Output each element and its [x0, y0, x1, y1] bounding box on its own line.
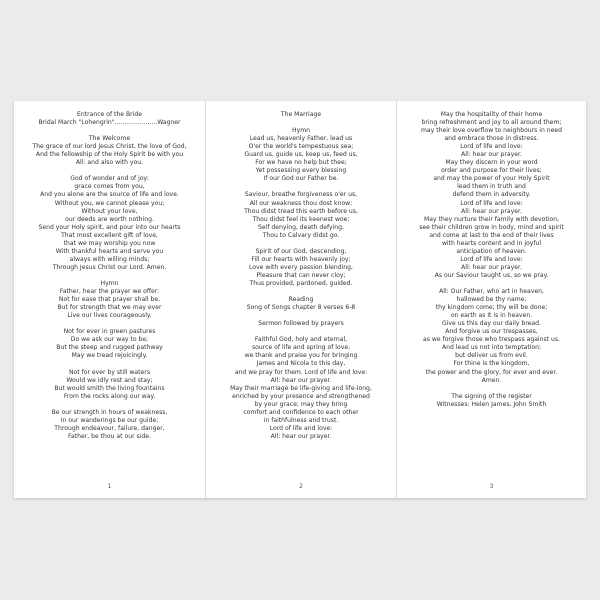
- text-line: Lord of life and love:: [269, 424, 333, 432]
- text-line: But the steep and rugged pathway: [56, 344, 163, 352]
- text-line: Amen.: [481, 376, 502, 384]
- text-line: The Welcome: [88, 135, 131, 143]
- text-line: anticipation of heaven.: [456, 247, 527, 255]
- text-line: on earth as it is in heaven.: [450, 312, 533, 320]
- text-line: Lead us, heavenly Father, lead us: [249, 135, 353, 143]
- text-line: but deliver us from evil.: [455, 352, 528, 360]
- text-line: Lord of life and love:: [460, 255, 523, 263]
- text-line: Pleasure that can never cloy;: [256, 271, 346, 279]
- blank-line: [206, 312, 396, 320]
- text-line: May we tread rejoicingly.: [71, 352, 148, 360]
- text-line: and we pray for them. Lord of life and love:: [234, 368, 368, 376]
- text-line: All our weakness thou dost know;: [249, 199, 353, 207]
- text-line: in faithfulness and trust.: [263, 416, 339, 424]
- text-line: And forgive us our trespasses,: [445, 328, 538, 336]
- text-line: All: hear our prayer.: [461, 207, 522, 215]
- text-line: But would smith the living fountains: [54, 384, 165, 392]
- text-line: Reading: [288, 296, 314, 304]
- text-line: With thankful hearts and serve you: [55, 247, 164, 255]
- text-line: Would we idly rest and stay;: [66, 376, 153, 384]
- text-line: Be our strength in hours of weakness,: [51, 408, 168, 416]
- text-line: Hymn: [292, 127, 310, 135]
- text-line: grace comes from you,: [74, 183, 145, 191]
- text-line: All: hear our prayer.: [270, 376, 332, 384]
- text-line: All: hear our prayer.: [270, 432, 332, 440]
- text-line: Not for ever by still waters: [68, 368, 150, 376]
- text-line: Father, be thou at our side.: [68, 432, 151, 440]
- text-line: Love with every passion blending,: [249, 263, 353, 271]
- text-line: Not for ever in green pastures: [63, 328, 156, 336]
- text-line: God of wonder and of joy:: [70, 175, 149, 183]
- text-line: Thou didst feel its keenest woe;: [252, 215, 350, 223]
- text-line: comfort and confidence to each other: [243, 408, 359, 416]
- text-line: May their marriage be life-giving and life-long,: [230, 384, 372, 392]
- text-line: Send your Holy spirit, and pour into our hearts: [38, 223, 181, 231]
- text-line: If our God our Father be.: [263, 175, 339, 183]
- text-line: hallowed be thy name;: [456, 296, 527, 304]
- blank-line: [14, 360, 205, 368]
- page-3-text: [397, 111, 586, 409]
- text-line: Guard us, guide us, keep us, feed us,: [244, 151, 358, 159]
- text-line: always with willing minds;: [69, 255, 150, 263]
- text-line: Live our lives courageously.: [67, 312, 152, 320]
- text-line: as we forgive those who trespass against us.: [423, 336, 560, 344]
- text-line: O'er the world's tempestuous sea;: [248, 143, 354, 151]
- text-line: But for strength that we may ever: [57, 304, 162, 312]
- page-1: [14, 101, 205, 498]
- blank-line: [14, 320, 205, 328]
- blank-line: [14, 272, 205, 280]
- text-line: Lord of life and love:: [460, 199, 523, 207]
- blank-line: [206, 119, 396, 127]
- text-line: May they nurture their family with devotion,: [424, 215, 559, 223]
- text-line: Song of Songs chapter 8 verses 6-8: [246, 304, 356, 312]
- blank-line: [206, 328, 396, 336]
- text-line: lead them in truth and: [457, 183, 526, 191]
- text-line: by your grace; may they bring: [254, 400, 348, 408]
- text-line: that we may worship you now: [63, 239, 156, 247]
- text-line: Thou to Calvary didst go.: [262, 231, 340, 239]
- text-line: Entrance of the Bride: [77, 111, 142, 118]
- text-line: The signing of the register: [451, 392, 532, 400]
- blank-line: [397, 385, 586, 393]
- text-line: Fill our hearts with heavenly joy;: [251, 255, 351, 263]
- text-line: All: hear our prayer.: [461, 151, 522, 159]
- page-2: [205, 101, 396, 498]
- text-line: Not for ease that prayer shall be,: [58, 296, 161, 304]
- page-number: 3: [489, 483, 494, 490]
- text-line: enriched by your presence and strengthened: [232, 392, 370, 400]
- text-line: As our Saviour taught us, so we pray.: [434, 271, 549, 279]
- text-line: Witnesses: Helen James, John Smith: [436, 400, 547, 408]
- text-line: our deeds are worth nothing.: [65, 215, 154, 223]
- page-3: [396, 101, 586, 498]
- blank-line: [14, 127, 205, 135]
- text-line: From the rocks along our way.: [63, 392, 156, 400]
- text-line: order and purpose for their lives;: [441, 167, 542, 175]
- text-line: And you alone are the source of life and love.: [40, 191, 179, 199]
- text-line: That most excellent gift of love,: [61, 231, 158, 239]
- text-line: Bridal March "Lohengrin"......................Wagner: [38, 119, 181, 127]
- text-line: Through Jesus Christ our Lord. Amen.: [52, 263, 167, 271]
- text-line: Thus provided, pardoned, guided.: [249, 279, 353, 287]
- text-line: and come at last to the end of their lives: [429, 231, 554, 239]
- blank-line: [397, 280, 586, 288]
- text-line: with hearts content and in joyful: [441, 239, 542, 247]
- text-line: bring refreshment and joy to all around them;: [421, 119, 562, 127]
- text-line: For we have no help but thee;: [255, 159, 347, 167]
- text-line: The Marriage: [280, 111, 322, 118]
- text-line: Spirit of our God, descending,: [255, 247, 347, 255]
- text-line: thy kingdom come; thy will be done;: [435, 304, 548, 312]
- text-line: Father, hear the prayer we offer:: [59, 288, 160, 296]
- text-line: and embrace those in distress.: [444, 135, 539, 143]
- text-line: Yet possessing every blessing: [255, 167, 347, 175]
- text-line: James and Nicola to this day,: [256, 360, 346, 368]
- text-line: For thine is the kingdom,: [453, 360, 530, 368]
- text-line: In our wanderings be our guide;: [60, 416, 159, 424]
- text-line: May the hospitality of their home: [440, 111, 543, 118]
- text-line: Without you, we cannot please you;: [54, 199, 165, 207]
- text-line: Saviour, breathe forgiveness o'er us,: [244, 191, 358, 199]
- booklet-spread: [14, 101, 586, 498]
- text-line: Through endeavour, failure, danger,: [54, 424, 165, 432]
- text-line: defend them in adversity.: [452, 191, 531, 199]
- blank-line: [14, 401, 205, 409]
- page-number: 1: [107, 483, 112, 490]
- text-line: Hymn: [100, 279, 119, 287]
- text-line: Faithful God, holy and eternal,: [254, 336, 348, 344]
- text-line: and may the power of your Holy Spirit: [433, 175, 550, 183]
- blank-line: [206, 288, 396, 296]
- text-line: we thank and praise you for bringing: [244, 352, 358, 360]
- text-line: Thou didst tread this earth before us,: [244, 207, 358, 215]
- text-line: The grace of our lord Jesus Christ, the love of God,: [32, 143, 187, 151]
- text-line: Self denying, death defying,: [258, 223, 344, 231]
- text-line: All: hear our prayer.: [461, 263, 522, 271]
- text-line: may their love overflow to neighbours in need: [420, 127, 563, 135]
- text-line: And the fellowship of the Holy Spirit be with you: [35, 151, 184, 159]
- text-line: the power and the glory, for ever and ever.: [425, 368, 558, 376]
- page-number: 2: [299, 483, 303, 490]
- page-2-text: [206, 111, 396, 441]
- text-line: All: and also with you.: [75, 159, 144, 167]
- text-line: May they discern in your word: [445, 159, 538, 167]
- blank-line: [206, 240, 396, 248]
- blank-line: [206, 183, 396, 191]
- page-1-text: [14, 111, 205, 441]
- text-line: Give us this day our daily bread.: [442, 320, 541, 328]
- text-line: Sermon followed by prayers: [258, 320, 344, 328]
- text-line: Do we ask our way to be;: [70, 336, 149, 344]
- text-line: Lord of life and love:: [460, 143, 523, 151]
- text-line: All: Our Father, who art in heaven,: [439, 288, 544, 296]
- text-line: And lead us not into temptation;: [441, 344, 542, 352]
- text-line: source of life and spring of love,: [251, 344, 351, 352]
- text-line: Without your love,: [81, 207, 138, 215]
- text-line: see their children grow in body, mind and spirit: [419, 223, 564, 231]
- blank-line: [14, 167, 205, 175]
